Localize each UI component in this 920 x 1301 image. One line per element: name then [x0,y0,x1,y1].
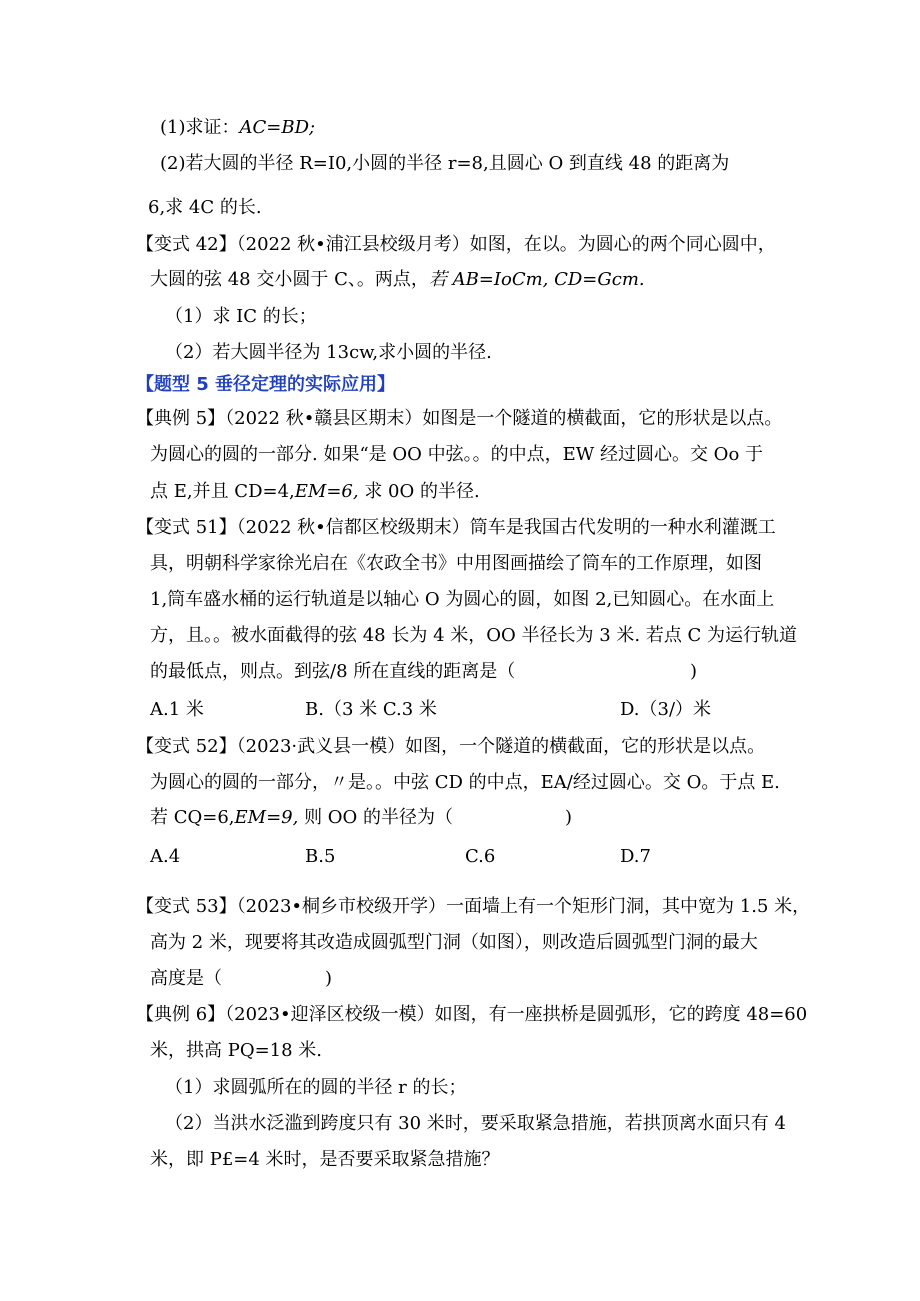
text-line: 【典例 6】（2023•迎泽区校级一模）如图，有一座拱桥是圆弧形，它的跨度 48=60 [136,1004,808,1025]
text-line: 1,筒车盛水桶的运行轨道是以轴心 O 为圆心的圆，如图 2,已知圆心。在水面上 [150,589,775,610]
section-title: 【题型 5 垂径定理的实际应用】 [136,374,396,395]
text-line: 为圆心的圆的一部分，〃是。。中弦 CD 的中点，EA/经过圆心。交 O。于点 E. [150,772,780,793]
option-b: B.（3 米 C.3 米 [305,699,437,720]
text-line: 【变式 51】（2022 秋•信都区校级期末）筒车是我国古代发明的一种水利灌溉工 [136,517,776,538]
text-line: 【变式 52】（2023·武义县一模）如图，一个隧道的横截面，它的形状是以点。 [136,736,766,757]
text-line: (1)求证：AC=BD; [160,117,316,138]
option-c: C.6 [465,846,496,867]
option-a: A.4 [150,846,181,867]
text-line: 若 CQ=6,EM=9, 则 OO 的半径为（ [150,807,454,828]
text-line: 具，明朝科学家徐光启在《农政全书》中用图画描绘了筒车的工作原理，如图 [150,553,762,574]
text-line: 为圆心的圆的一部分. 如果“是 OO 中弦。。的中点，EW 经过圆心。交 Oo 于 [150,444,763,465]
text-line: 高度是（ [150,968,222,989]
text-line: （2）若大圆半径为 13cw,求小圆的半径. [165,342,492,363]
text-line: 点 E,并且 CD=4,EM=6, 求 0O 的半径. [150,481,480,502]
option-a: A.1 米 [150,699,204,720]
paren-close: ) [565,807,573,828]
paren-close: ) [690,661,698,682]
text-line: （2）当洪水泛滥到跨度只有 30 米时，要采取紧急措施，若拱顶离水面只有 4 [165,1113,786,1134]
text-line: 米，拱高 PQ=18 米. [150,1040,323,1061]
option-d: D.（3/）米 [620,699,712,720]
text-line: (2)若大圆的半径 R=I0,小圆的半径 r=8,且圆心 O 到直线 48 的距离为 [160,153,730,174]
text-line: 【变式 53】（2023•桐乡市校级开学）一面墙上有一个矩形门洞，其中宽为 1.5 米， [136,896,811,917]
text-line: 高为 2 米，现要将其改造成圆弧型门洞（如图），则改造后圆弧型门洞的最大 [150,932,758,953]
option-d: D.7 [620,846,651,867]
text-line: 的最低点，则点。到弦/8 所在直线的距离是（ [150,661,516,682]
text-line: （1）求圆弧所在的圆的半径 r 的长； [165,1077,467,1098]
text-line: 【典例 5】（2022 秋•赣县区期末）如图是一个隧道的横截面，它的形状是以点。 [136,408,783,429]
text-line: 【变式 42】（2022 秋•浦江县校级月考）如图，在以。为圆心的两个同心圆中， [136,234,776,255]
text-line: 方，且。。被水面截得的弦 48 长为 4 米，OO 半径长为 3 米. 若点 C 为运行轨道 [150,625,798,646]
text-line: 6,求 4C 的长. [148,197,262,218]
paren-close: ) [325,968,333,989]
text-line: 米，即 P£=4 米时，是否要采取紧急措施？ [150,1149,500,1170]
option-b: B.5 [305,846,336,867]
text-line: 大圆的弦 48 交小圆于 C、。两点，若 AB=IoCm, CD=Gcm. [150,269,645,290]
text-line: （1）求 IC 的长； [165,306,317,327]
